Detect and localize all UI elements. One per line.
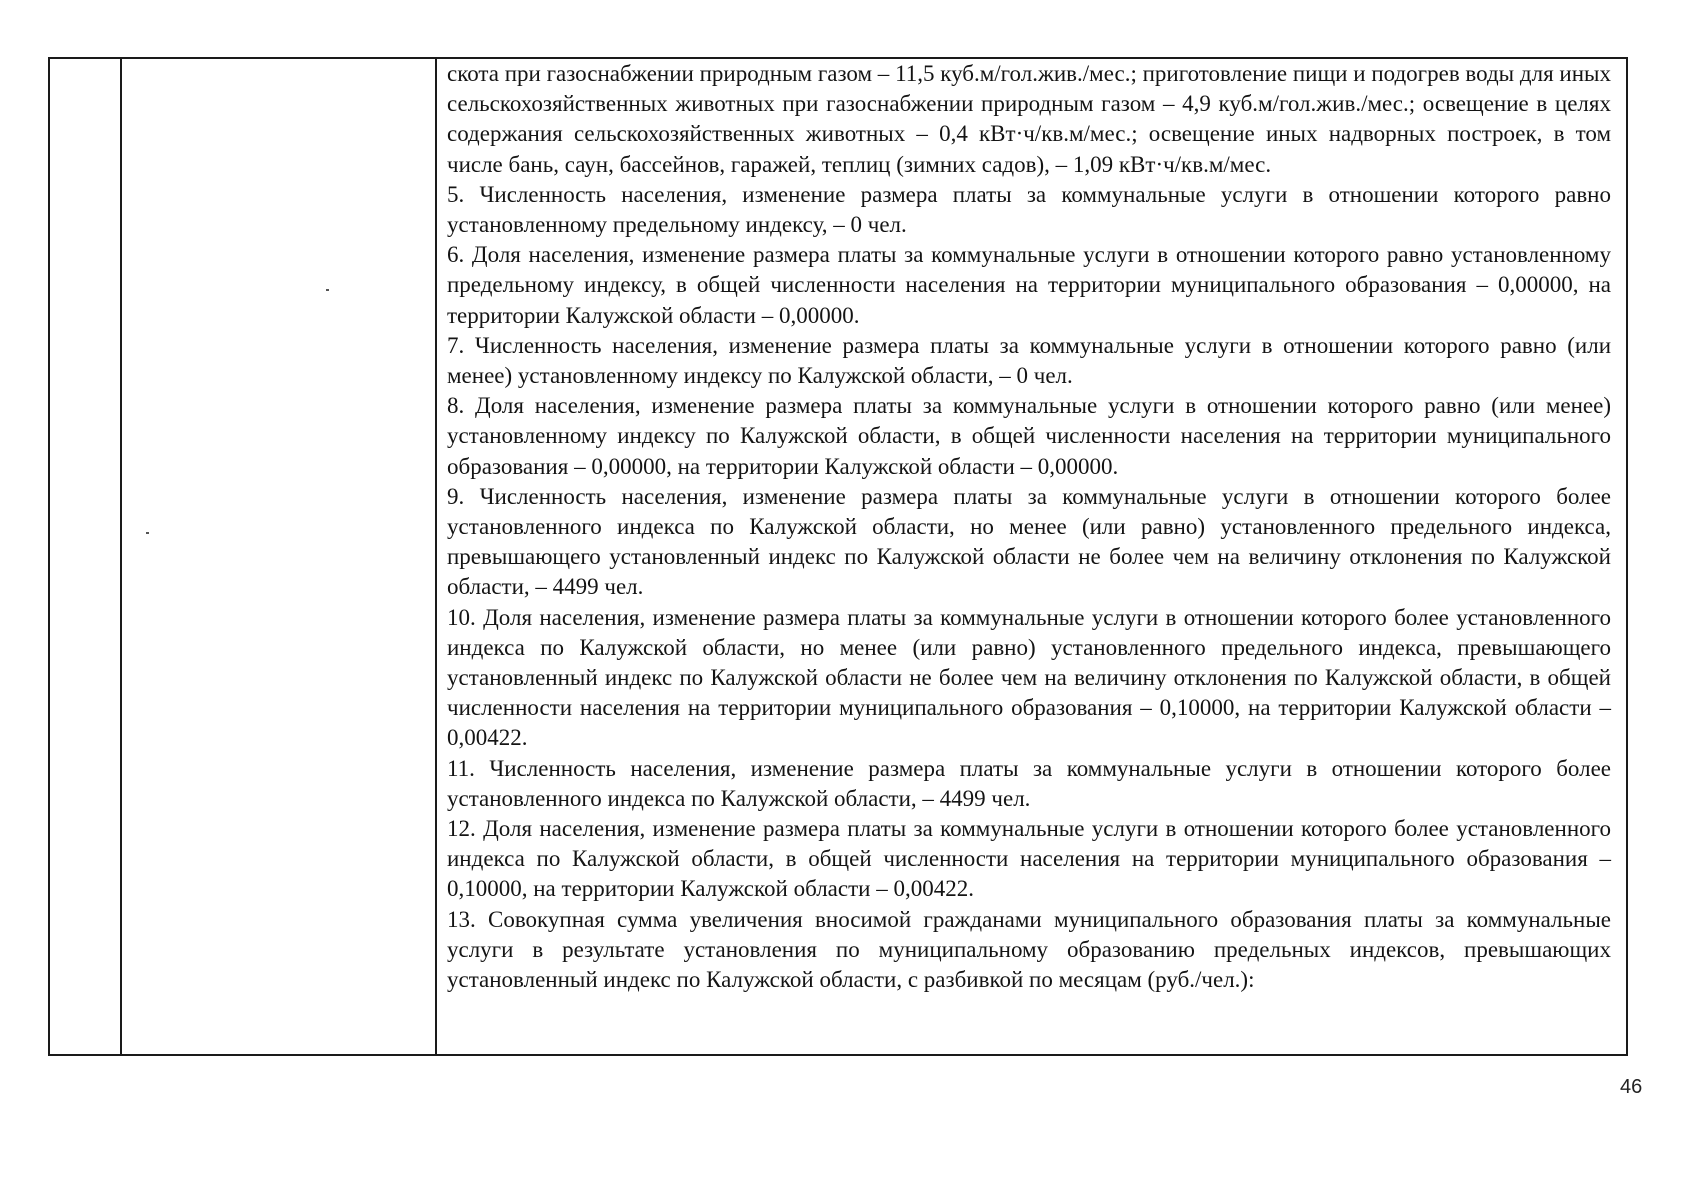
- table-cell-content: [447, 59, 1611, 995]
- paragraph-item-7: 7. Численность населения, изменение размера платы за коммунальные услуги в отношении которого равно (или менее) установленному индексу по Калужской области, – 0 чел.: [447, 332, 1611, 389]
- paragraph-item-8: 8. Доля населения, изменение размера платы за коммунальные услуги в отношении которого равно (или менее) установленному индексу по Калужской области, в общей численности населения на территории муниципального образования – 0,00000, на территории Калужской области – 0,00000.: [447, 393, 1611, 479]
- paragraph-item-12: 12. Доля населения, изменение размера платы за коммунальные услуги в отношении которого более установленного индекса по Калужской области, в общей численности населения на территории муниципального образования – 0,10000, на территории Калужской области – 0,00422.: [447, 816, 1611, 902]
- page-number: 46: [1620, 1076, 1643, 1098]
- paragraph-item-5: 5. Численность населения, изменение размера платы за коммунальные услуги в отношении которого равно установленному предельному индексу, – 0 чел.: [447, 181, 1611, 238]
- table-column-divider-1: [120, 59, 122, 1054]
- paragraph-item-6: 6. Доля населения, изменение размера платы за коммунальные услуги в отношении которого равно установленному предельному индексу, в общей численности населения на территории муниципального образования – 0,00000, на территории Калужской области – 0,00000.: [447, 242, 1611, 328]
- paragraph-item-10: 10. Доля населения, изменение размера платы за коммунальные услуги в отношении которого более установленного индекса по Калужской области, но менее (или равно) установленного предельного индекса, превышающего установленный индекс по Калужской области не более чем на величину отклонения по Калужской области, в общей численности населения на территории муниципального образования – 0,10000, на территории Калужской области – 0,00422.: [447, 604, 1611, 751]
- paragraph-item-11: 11. Численность населения, изменение размера платы за коммунальные услуги в отношении которого более установленного индекса по Калужской области, – 4499 чел.: [447, 755, 1611, 811]
- table-column-divider-2: [435, 59, 437, 1054]
- paragraph-continuation: скота при газоснабжении природным газом – 11,5 куб.м/гол.жив./мес.; приготовление пищи и подогрев воды для иных сельскохозяйственных животных при газоснабжении природным газом – 4,9 куб.м/гол.жив./мес.; освещение в целях содержания сельскохозяйственных животных – 0,4 кВт·ч/кв.м/мес.; освещение иных надворных построек, в том числе бань, саун, бассейнов, гаражей, теплиц (зимних садов), – 1,09 кВт·ч/кв.м/мес.: [447, 61, 1611, 177]
- document-table: [48, 57, 1628, 1056]
- paragraph-item-13: 13. Совокупная сумма увеличения вносимой гражданами муниципального образования платы за коммунальные услуги в результате установления по муниципальному образованию предельных индексов, превышающих установленный индекс по Калужской области, с разбивкой по месяцам (руб./чел.):: [447, 906, 1611, 993]
- paragraph-item-9: 9. Численность населения, изменение размера платы за коммунальные услуги в отношении которого более установленного индекса по Калужской области, но менее (или равно) установленного предельного индекса, превышающего установленный индекс по Калужской области не более чем на величину отклонения по Калужской области, – 4499 чел.: [447, 483, 1611, 600]
- scan-speck: [326, 289, 329, 291]
- scan-speck: [146, 532, 149, 534]
